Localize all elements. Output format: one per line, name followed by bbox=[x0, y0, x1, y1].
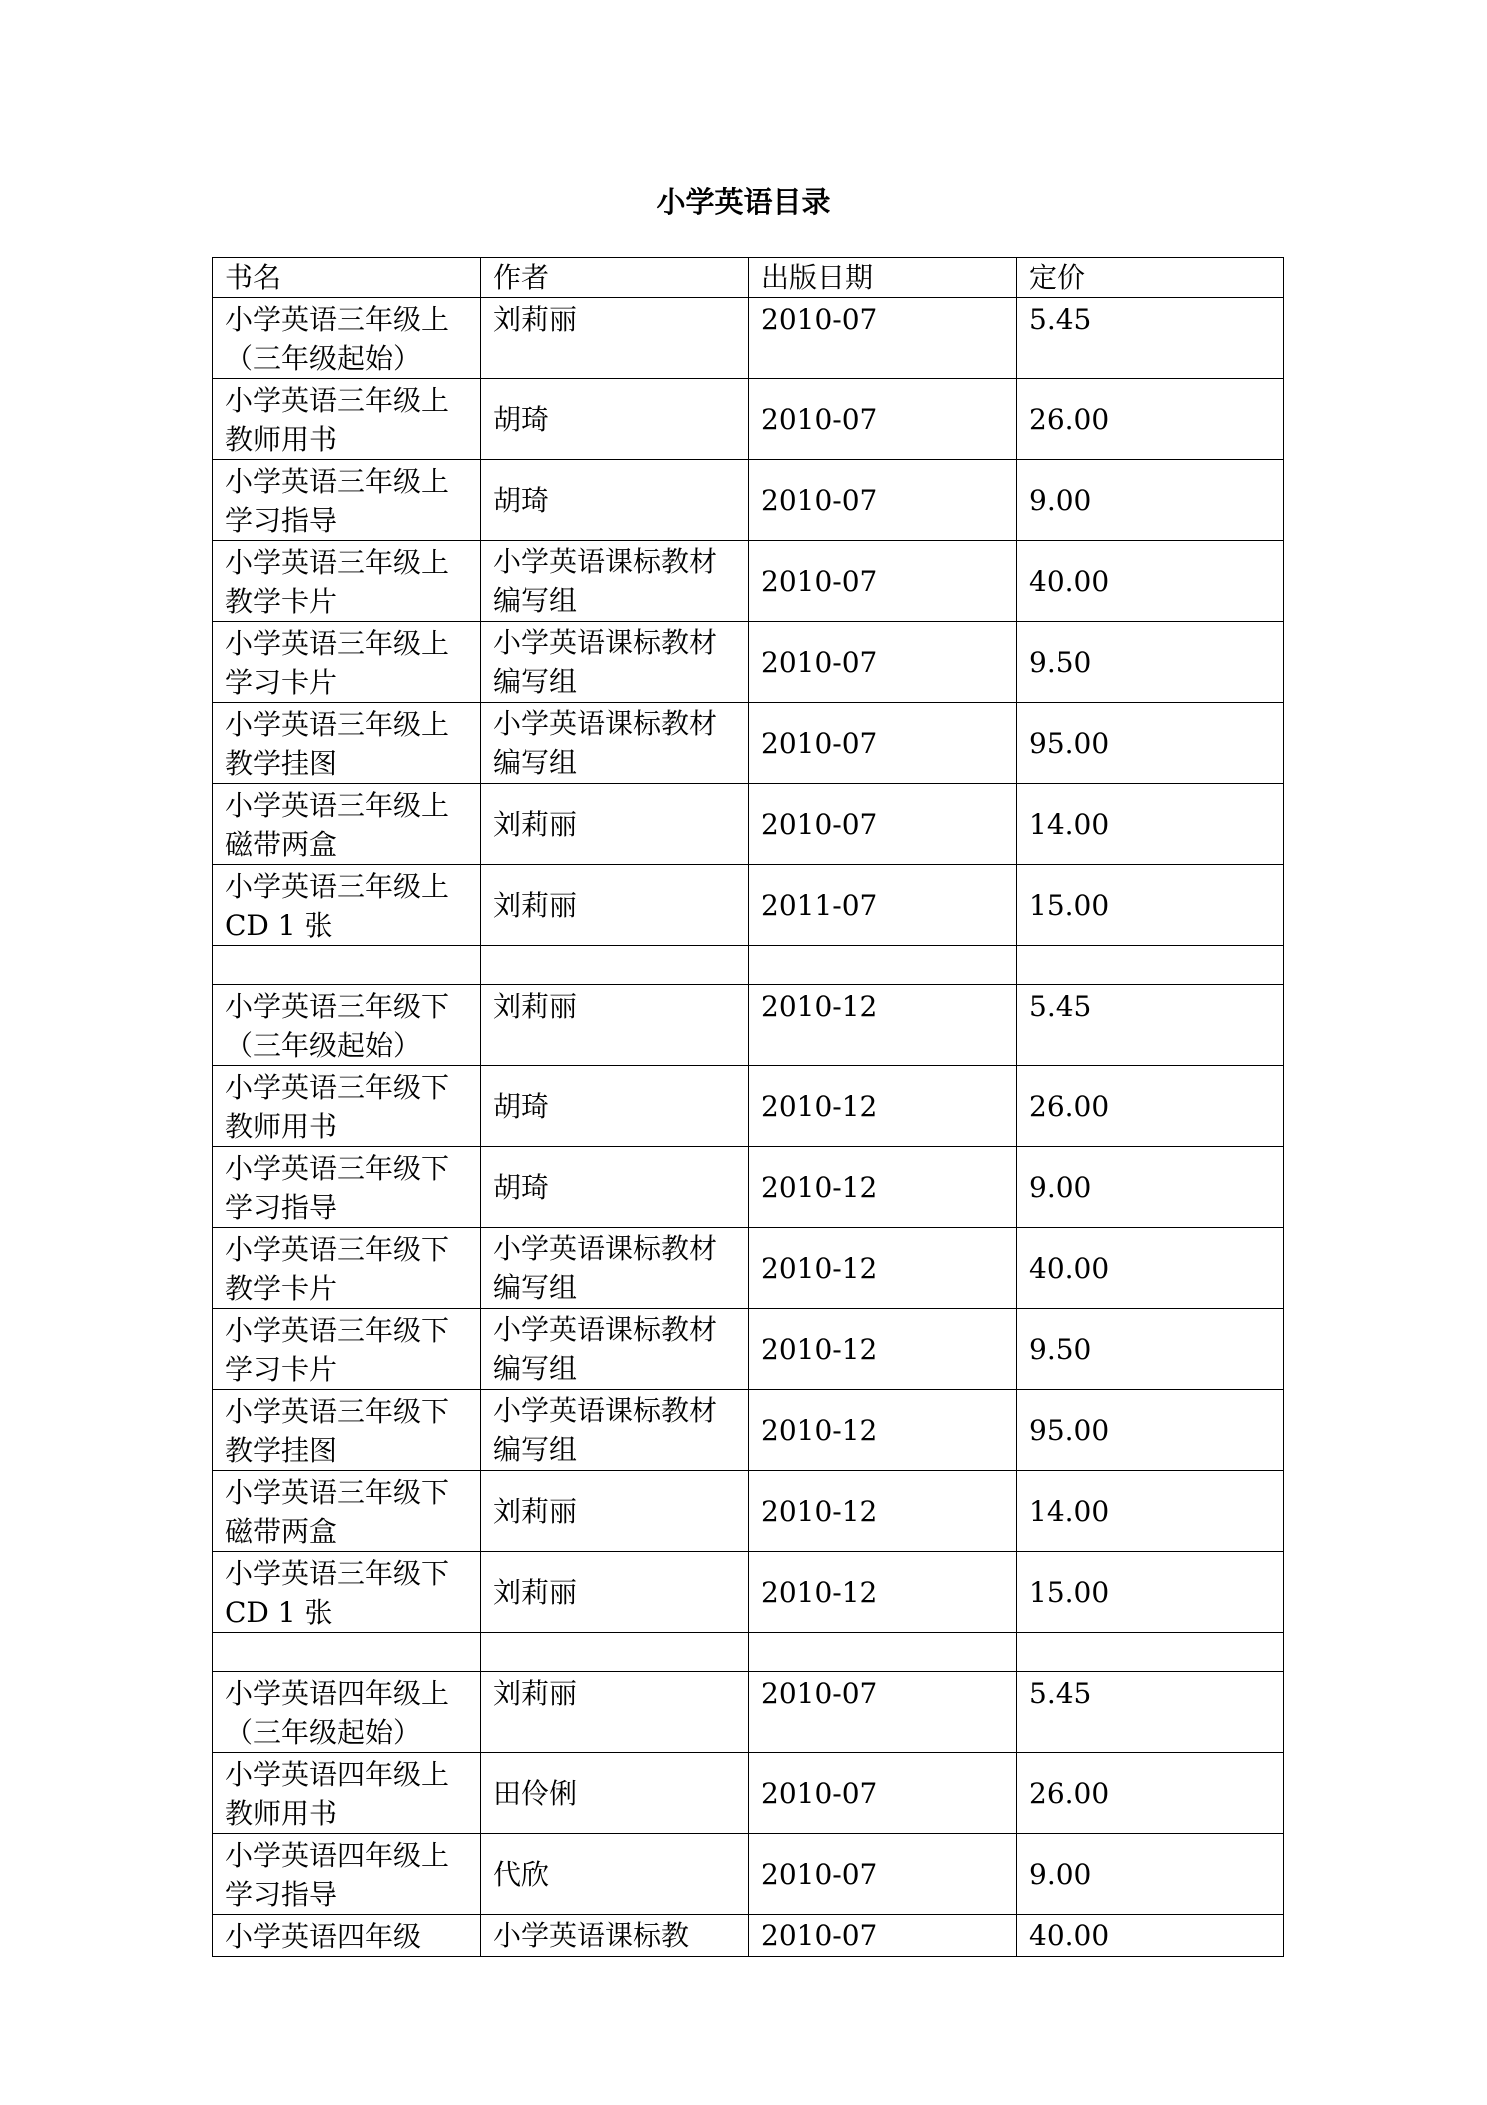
table-row bbox=[213, 460, 1284, 541]
table-row bbox=[213, 1753, 1284, 1834]
header-date: 出版日期 bbox=[749, 258, 1017, 298]
table-row bbox=[213, 1552, 1284, 1633]
cell-price: 9.50 bbox=[1017, 622, 1284, 703]
cell-date: 2010-12 bbox=[749, 1066, 1017, 1147]
cell-title: 小学英语三年级下学习卡片 bbox=[213, 1309, 481, 1390]
cell-author: 刘莉丽 bbox=[481, 1672, 749, 1753]
cell-title: 小学英语三年级上教学挂图 bbox=[213, 703, 481, 784]
cell-title: 小学英语三年级下教学挂图 bbox=[213, 1390, 481, 1471]
table-row bbox=[213, 1066, 1284, 1147]
cell-price: 26.00 bbox=[1017, 379, 1284, 460]
header-author: 作者 bbox=[481, 258, 749, 298]
cell-date: 2010-07 bbox=[749, 1672, 1017, 1753]
cell-date: 2010-12 bbox=[749, 1309, 1017, 1390]
table-row bbox=[213, 985, 1284, 1066]
cell-price: 15.00 bbox=[1017, 1552, 1284, 1633]
cell-date: 2010-12 bbox=[749, 1147, 1017, 1228]
cell-price: 15.00 bbox=[1017, 865, 1284, 946]
cell-date: 2011-07 bbox=[749, 865, 1017, 946]
cell-price: 40.00 bbox=[1017, 1915, 1284, 1957]
cell-author: 小学英语课标教 bbox=[481, 1915, 749, 1957]
empty-cell bbox=[481, 946, 749, 985]
table-row bbox=[213, 1672, 1284, 1753]
empty-cell bbox=[213, 946, 481, 985]
table-row bbox=[213, 784, 1284, 865]
cell-title: 小学英语三年级下教学卡片 bbox=[213, 1228, 481, 1309]
cell-price: 95.00 bbox=[1017, 703, 1284, 784]
table-row bbox=[213, 865, 1284, 946]
empty-cell bbox=[481, 1633, 749, 1672]
cell-author: 胡琦 bbox=[481, 1066, 749, 1147]
cell-date: 2010-07 bbox=[749, 298, 1017, 379]
cell-author: 刘莉丽 bbox=[481, 1552, 749, 1633]
cell-date: 2010-12 bbox=[749, 1471, 1017, 1552]
cell-title: 小学英语三年级下 CD 1 张 bbox=[213, 1552, 481, 1633]
cell-price: 14.00 bbox=[1017, 1471, 1284, 1552]
cell-date: 2010-07 bbox=[749, 541, 1017, 622]
table-row bbox=[213, 1228, 1284, 1309]
cell-title: 小学英语四年级上学习指导 bbox=[213, 1834, 481, 1915]
cell-price: 5.45 bbox=[1017, 985, 1284, 1066]
cell-price: 9.50 bbox=[1017, 1309, 1284, 1390]
cell-date: 2010-07 bbox=[749, 379, 1017, 460]
cell-author: 代欣 bbox=[481, 1834, 749, 1915]
cell-price: 26.00 bbox=[1017, 1753, 1284, 1834]
cell-author: 胡琦 bbox=[481, 1147, 749, 1228]
table-row bbox=[213, 1309, 1284, 1390]
cell-price: 5.45 bbox=[1017, 298, 1284, 379]
cell-date: 2010-12 bbox=[749, 985, 1017, 1066]
cell-title: 小学英语三年级上 CD 1 张 bbox=[213, 865, 481, 946]
cell-author: 小学英语课标教材编写组 bbox=[481, 1390, 749, 1471]
cell-title: 小学英语三年级上（三年级起始） bbox=[213, 298, 481, 379]
table-body bbox=[213, 298, 1284, 1957]
header-title: 书名 bbox=[213, 258, 481, 298]
cell-date: 2010-12 bbox=[749, 1228, 1017, 1309]
cell-title: 小学英语四年级 bbox=[213, 1915, 481, 1957]
cell-author: 刘莉丽 bbox=[481, 784, 749, 865]
table-row bbox=[213, 1471, 1284, 1552]
cell-date: 2010-12 bbox=[749, 1552, 1017, 1633]
cell-title: 小学英语三年级下（三年级起始） bbox=[213, 985, 481, 1066]
cell-title: 小学英语三年级上学习指导 bbox=[213, 460, 481, 541]
cell-price: 5.45 bbox=[1017, 1672, 1284, 1753]
cell-author: 小学英语课标教材编写组 bbox=[481, 1228, 749, 1309]
cell-title: 小学英语三年级下磁带两盒 bbox=[213, 1471, 481, 1552]
empty-cell bbox=[749, 946, 1017, 985]
table-row bbox=[213, 1390, 1284, 1471]
cell-price: 9.00 bbox=[1017, 1147, 1284, 1228]
cell-price: 95.00 bbox=[1017, 1390, 1284, 1471]
cell-author: 小学英语课标教材编写组 bbox=[481, 622, 749, 703]
cell-date: 2010-07 bbox=[749, 1834, 1017, 1915]
table-row bbox=[213, 622, 1284, 703]
cell-author: 胡琦 bbox=[481, 379, 749, 460]
cell-author: 胡琦 bbox=[481, 460, 749, 541]
cell-price: 14.00 bbox=[1017, 784, 1284, 865]
cell-title: 小学英语四年级上（三年级起始） bbox=[213, 1672, 481, 1753]
cell-title: 小学英语三年级下学习指导 bbox=[213, 1147, 481, 1228]
table-header-row bbox=[213, 258, 1284, 298]
empty-cell bbox=[1017, 1633, 1284, 1672]
header-price: 定价 bbox=[1017, 258, 1284, 298]
catalog-table bbox=[212, 257, 1284, 1957]
empty-cell bbox=[213, 1633, 481, 1672]
cell-title: 小学英语三年级上磁带两盒 bbox=[213, 784, 481, 865]
cell-title: 小学英语三年级上学习卡片 bbox=[213, 622, 481, 703]
cell-author: 田伶俐 bbox=[481, 1753, 749, 1834]
empty-cell bbox=[749, 1633, 1017, 1672]
spacer-row bbox=[213, 946, 1284, 985]
cell-date: 2010-07 bbox=[749, 460, 1017, 541]
cell-title: 小学英语三年级下教师用书 bbox=[213, 1066, 481, 1147]
cell-author: 刘莉丽 bbox=[481, 865, 749, 946]
table-row bbox=[213, 298, 1284, 379]
cell-author: 小学英语课标教材编写组 bbox=[481, 1309, 749, 1390]
cell-date: 2010-07 bbox=[749, 1915, 1017, 1957]
table-row bbox=[213, 703, 1284, 784]
empty-cell bbox=[1017, 946, 1284, 985]
cell-title: 小学英语三年级上教师用书 bbox=[213, 379, 481, 460]
cell-author: 小学英语课标教材编写组 bbox=[481, 703, 749, 784]
cell-price: 26.00 bbox=[1017, 1066, 1284, 1147]
cell-author: 刘莉丽 bbox=[481, 985, 749, 1066]
cell-author: 刘莉丽 bbox=[481, 1471, 749, 1552]
cell-price: 9.00 bbox=[1017, 460, 1284, 541]
cell-price: 40.00 bbox=[1017, 1228, 1284, 1309]
table-row bbox=[213, 1915, 1284, 1957]
cell-date: 2010-07 bbox=[749, 1753, 1017, 1834]
cell-price: 9.00 bbox=[1017, 1834, 1284, 1915]
spacer-row bbox=[213, 1633, 1284, 1672]
table-row bbox=[213, 1834, 1284, 1915]
cell-date: 2010-07 bbox=[749, 622, 1017, 703]
cell-author: 刘莉丽 bbox=[481, 298, 749, 379]
cell-date: 2010-07 bbox=[749, 703, 1017, 784]
page-title: 小学英语目录 bbox=[656, 185, 831, 219]
cell-author: 小学英语课标教材编写组 bbox=[481, 541, 749, 622]
cell-date: 2010-12 bbox=[749, 1390, 1017, 1471]
table-row bbox=[213, 1147, 1284, 1228]
cell-title: 小学英语三年级上教学卡片 bbox=[213, 541, 481, 622]
table-row bbox=[213, 541, 1284, 622]
cell-price: 40.00 bbox=[1017, 541, 1284, 622]
table-row bbox=[213, 379, 1284, 460]
cell-title: 小学英语四年级上教师用书 bbox=[213, 1753, 481, 1834]
cell-date: 2010-07 bbox=[749, 784, 1017, 865]
